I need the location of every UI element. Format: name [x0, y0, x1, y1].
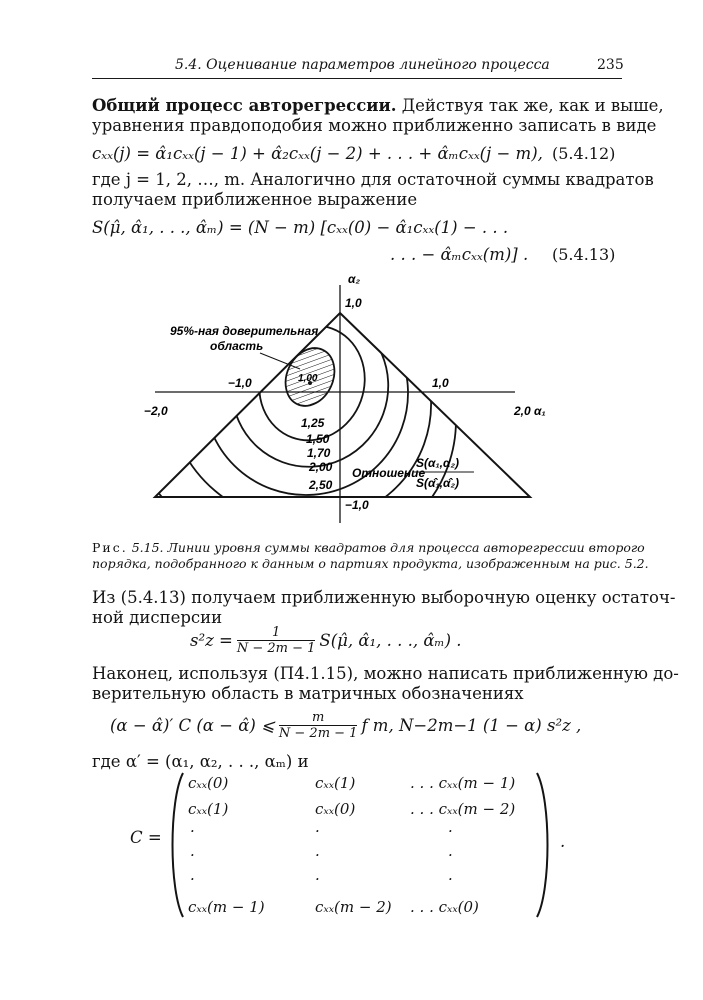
tick-x-left-inner: −1,0 — [228, 376, 252, 390]
equation-number-5-4-12: (5.4.12) — [552, 144, 616, 163]
paragraph-1-line-1 — [92, 96, 664, 116]
paragraph-4-line-2: верительную область в матричных обозначениях — [92, 684, 524, 703]
paragraph-heading: Общий процесс авторегрессии. — [92, 96, 397, 115]
paragraph-3-line-2: ной дисперсии — [92, 608, 223, 627]
matrix-dot: · — [190, 870, 195, 888]
matrix-dot: · — [190, 846, 195, 864]
eq4-fraction — [279, 710, 358, 741]
page-number: 235 — [597, 57, 624, 73]
running-header-title: 5.4. Оценивание параметров линейного процесса — [175, 57, 550, 73]
matrix-dot: · — [190, 822, 195, 840]
caption-lead: Рис. — [92, 540, 128, 555]
equation-number-5-4-13: (5.4.13) — [552, 245, 616, 264]
tick-y-bottom: −1,0 — [345, 498, 369, 512]
header-rule — [92, 78, 622, 79]
tick-y-top: 1,0 — [345, 296, 362, 310]
equation-residual-variance — [190, 620, 462, 660]
matrix-r1c3: . . . cₓₓ(m − 1) — [410, 774, 516, 792]
paragraph-2-line-1: где j = 1, 2, …, m. Аналогично для остаточной суммы квадратов — [92, 170, 654, 189]
eq3-denominator: N − 2m − 1 — [236, 640, 316, 656]
tick-x-right: 1,0 — [432, 376, 449, 390]
matrix-dot: · — [315, 846, 320, 864]
contour-figure — [140, 265, 560, 530]
contour-label-1: 1,25 — [301, 416, 325, 430]
axis-y-label: α₂ — [348, 272, 361, 286]
matrix-dot: · — [448, 846, 453, 864]
contour-label-center: 1,00 — [298, 373, 318, 384]
tick-x-left-outer: −2,0 — [144, 404, 168, 418]
matrix-r2c2: cₓₓ(0) — [315, 800, 356, 818]
left-paren — [173, 773, 184, 917]
ratio-numerator: S(α₁,α₂) — [416, 456, 460, 470]
matrix-dot: · — [315, 870, 320, 888]
matrix-rlast-c3: . . . cₓₓ(0) — [410, 898, 479, 916]
contour-label-3: 1,70 — [307, 446, 331, 460]
ratio-label: Отношение — [352, 466, 426, 480]
paragraph-1-text: Действуя так же, как и выше, — [396, 96, 664, 115]
matrix-lhs: C = — [130, 828, 162, 847]
paragraph-1-line-2: уравнения правдоподобия можно приближенно записать в виде — [92, 116, 657, 135]
ratio-denominator: S(α̂₁,α̂₂) — [416, 476, 460, 490]
matrix-end-period: . — [560, 832, 566, 851]
contour-label-4: 2,00 — [309, 460, 333, 474]
eq3-numerator: 1 — [237, 625, 316, 641]
contour-label-5: 2,50 — [309, 478, 333, 492]
paragraph-5: где α′ = (α₁, α₂, . . ., αₘ) и — [92, 752, 309, 771]
axis-x-label: 2,0 α₁ — [514, 404, 546, 418]
matrix-r2c3: . . . cₓₓ(m − 2) — [410, 800, 516, 818]
contour-label-2: 1,50 — [306, 432, 330, 446]
matrix-dot: · — [448, 870, 453, 888]
eq3-fraction — [237, 625, 316, 656]
matrix-rlast-c2: cₓₓ(m − 2) — [315, 898, 392, 916]
eq3-rhs: S(μ̂, α̂₁, . . ., α̂ₘ) . — [319, 630, 462, 650]
equation-5-4-12: cₓₓ(j) = α̂₁cₓₓ(j − 1) + α̂₂cₓₓ(j − 2) + . . . + α̂ₘcₓₓ(j − m), — [92, 144, 543, 163]
caption-text-1: 5.15. Линии уровня суммы квадратов для процесса авторегрессии второго — [127, 540, 645, 555]
matrix-r1c1: cₓₓ(0) — [188, 774, 229, 792]
matrix-r2c1: cₓₓ(1) — [188, 800, 229, 818]
matrix-r1c2: cₓₓ(1) — [315, 774, 356, 792]
eq4-lhs: (α − α̂)′ C (α − α̂) ⩽ — [110, 715, 275, 735]
right-paren — [537, 773, 548, 917]
equation-confidence-region — [110, 704, 581, 746]
matrix-dot: · — [315, 822, 320, 840]
paragraph-4-line-1: Наконец, используя (П4.1.15), можно написать приближенную до- — [92, 664, 679, 683]
eq4-numerator: m — [279, 710, 358, 726]
paragraph-2-line-2: получаем приближенное выражение — [92, 190, 418, 209]
eq3-lhs: s²z = — [190, 630, 233, 650]
equation-5-4-13-line-2: . . . − α̂ₘcₓₓ(m)] . — [390, 245, 529, 264]
equation-5-4-13-line-1: S(μ̂, α̂₁, . . ., α̂ₘ) = (N − m) [cₓₓ(0) − α̂₁cₓₓ(1) − . . . — [92, 218, 509, 237]
figure-caption-line-2: порядка, подобранного к данным о партиях продукта, изображенным на рис. 5.2. — [92, 556, 649, 571]
region-label-line-1: 95%-ная доверительная — [170, 324, 319, 338]
eq4-denominator: N − 2m − 1 — [278, 725, 358, 741]
matrix-rlast-c1: cₓₓ(m − 1) — [188, 898, 265, 916]
eq4-rhs: f m, N−2m−1 (1 − α) s²z , — [361, 715, 582, 735]
region-label-line-2: область — [210, 339, 264, 353]
paragraph-3-line-1: Из (5.4.13) получаем приближенную выборочную оценку остаточ- — [92, 588, 676, 607]
matrix-dot: · — [448, 822, 453, 840]
figure-caption-line-1 — [92, 540, 645, 556]
